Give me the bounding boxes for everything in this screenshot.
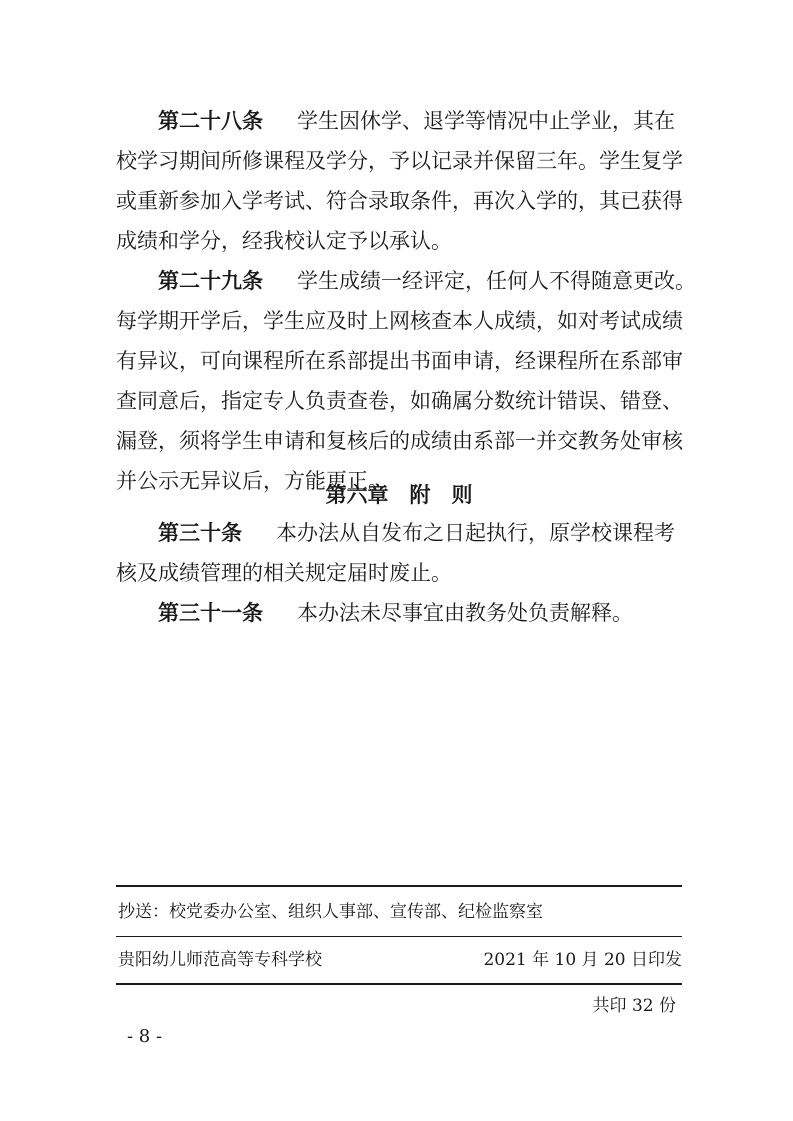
article-30-heading: 第三十条 xyxy=(158,520,242,545)
page-number: - 8 - xyxy=(127,1026,163,1047)
article-28-heading: 第二十八条 xyxy=(158,108,263,133)
article-31-heading: 第三十一条 xyxy=(158,600,263,625)
issuer-name: 贵阳幼儿师范高等专科学校 xyxy=(118,950,322,970)
article-31-text-1: 本办法未尽事宜由教务处负责解释。 xyxy=(297,601,633,625)
article-29-text-1: 学生成绩一经评定，任何人不得随意更改。 xyxy=(297,269,696,293)
copies-count: 共印 32 份 xyxy=(592,996,676,1016)
article-29-line-2: 每学期开学后，学生应及时上网核查本人成绩，如对考试成绩 xyxy=(116,309,683,333)
article-30-text-1: 本办法从自发布之日起执行，原学校课程考 xyxy=(276,521,675,545)
article-28-line-2: 校学习期间所修课程及学分，予以记录并保留三年。学生复学 xyxy=(116,149,683,173)
article-28-line-3: 或重新参加入学考试、符合录取条件，再次入学的，其已获得 xyxy=(116,189,683,213)
article-29-line-3: 有异议，可向课程所在系部提出书面申请，经课程所在系部审 xyxy=(116,349,683,373)
article-28-text-1: 学生因休学、退学等情况中止学业，其在 xyxy=(297,109,675,133)
article-30-first-line xyxy=(158,513,682,553)
cc-line: 抄送：校党委办公室、组织人事部、宣传部、纪检监察室 xyxy=(118,902,543,922)
issue-date: 2021 年 10 月 20 日印发 xyxy=(483,950,682,970)
article-29-line-6: 并公示无异议后，方能更正。 xyxy=(116,469,389,493)
article-29-first-line xyxy=(158,261,696,301)
article-31-first-line xyxy=(158,593,682,633)
chapter-heading: 第六章 附 则 xyxy=(325,482,473,507)
article-29-line-4: 查同意后，指定专人负责查卷，如确属分数统计错误、错登、 xyxy=(116,389,683,413)
footer-top-rule xyxy=(116,885,682,887)
article-29-heading: 第二十九条 xyxy=(158,268,263,293)
footer-bottom-rule xyxy=(116,983,682,985)
article-28-line-4: 成绩和学分，经我校认定予以承认。 xyxy=(116,229,452,253)
article-28-first-line xyxy=(158,101,682,141)
footer-middle-rule xyxy=(116,936,682,937)
article-30-line-2: 核及成绩管理的相关规定届时废止。 xyxy=(116,561,452,585)
article-29-line-5: 漏登，须将学生申请和复核后的成绩由系部一并交教务处审核 xyxy=(116,429,683,453)
